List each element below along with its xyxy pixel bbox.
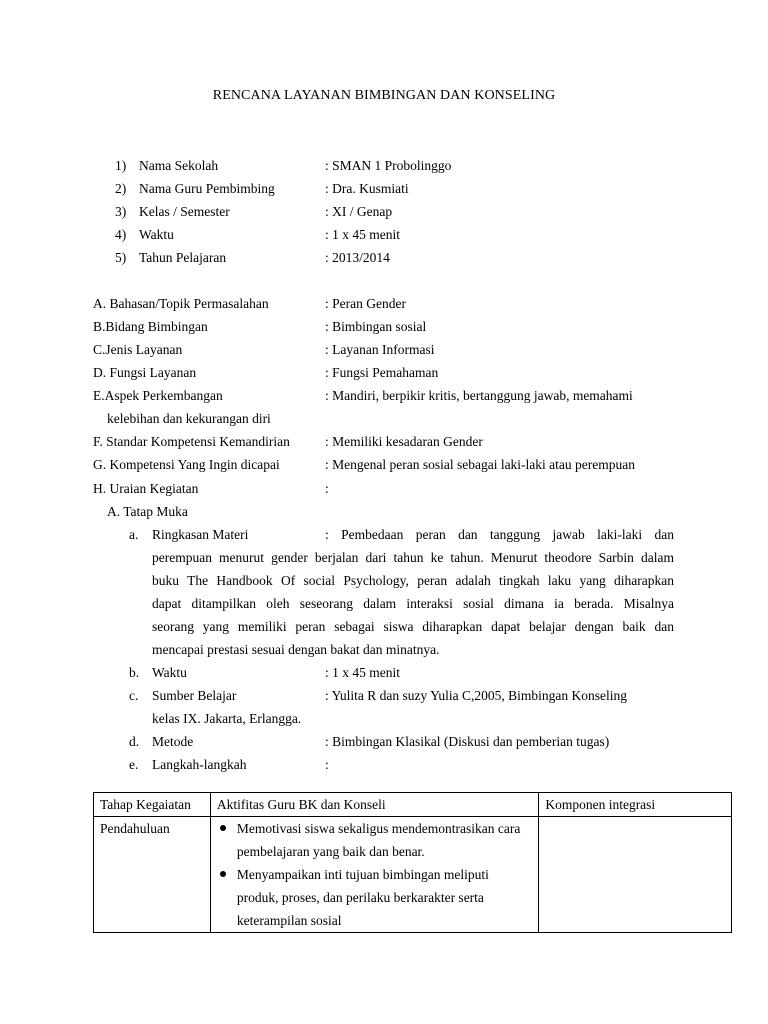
item-number: 3) [115, 204, 127, 219]
section-value: : Memiliki kesadaran Gender [325, 434, 483, 449]
activity-list [217, 817, 532, 932]
section-value: : Layanan Informasi [325, 342, 435, 357]
item-value: : [325, 757, 329, 772]
section-label: H. Uraian Kegiatan [93, 481, 199, 496]
table-cell-integration [539, 817, 732, 933]
section-label: G. Kompetensi Yang Ingin dicapai [93, 457, 280, 472]
item-number: 4) [115, 227, 127, 242]
item-letter: a. [129, 527, 139, 542]
waktu-item [0, 661, 768, 684]
item-value: : SMAN 1 Probolinggo [325, 158, 452, 173]
materi-line: seorang yang memiliki peran sebagai siswa diharapkan dapat belajar dengan baik dan [152, 619, 674, 634]
item-label: Metode [152, 734, 194, 749]
item-label: Kelas / Semester [139, 204, 230, 219]
section-value: : [325, 481, 329, 496]
table-cell-stage: Pendahuluan [94, 817, 211, 933]
section-value: : Bimbingan sosial [325, 319, 427, 334]
item-value: : XI / Genap [325, 204, 393, 219]
materi-line: buku The Handbook Of social Psychology, peran adalah tingkah laku yang diharapkan [152, 573, 674, 588]
section-h [0, 477, 768, 500]
table-row [94, 817, 732, 933]
section-e [0, 384, 768, 407]
table-header-cell: Komponen integrasi [539, 793, 732, 817]
item-label: Nama Sekolah [139, 158, 219, 173]
section-value: : Mengenal peran sosial sebagai laki-laki atau perempuan [325, 457, 636, 472]
document-title: RENCANA LAYANAN BIMBINGAN DAN KONSELING [212, 88, 556, 103]
list-item-text: Memotivasi siswa sekaligus mendemontrasikan cara pembelajaran yang baik dan benar. [236, 821, 521, 859]
section-b [0, 315, 768, 338]
item-number: 5) [115, 250, 127, 265]
item-label: Ringkasan Materi [152, 527, 249, 542]
item-number: 1) [115, 158, 127, 173]
item-number: 2) [115, 181, 127, 196]
materi-line: dapat ditampilkan oleh seseorang dalam interaksi sosial dimana ia berada. Misalnya [152, 596, 674, 611]
identity-item-class [0, 200, 768, 223]
item-letter: e. [129, 757, 139, 772]
section-label: F. Standar Kompetensi Kemandirian [93, 434, 290, 449]
bullet-icon [220, 871, 226, 877]
item-label: Sumber Belajar [152, 688, 237, 703]
materi-item [0, 523, 768, 546]
section-value: : Peran Gender [325, 296, 406, 311]
item-value: : Dra. Kusmiati [325, 181, 409, 196]
item-value-first-line: : Pembedaan peran dan tanggung jawab laki-laki dan [325, 527, 674, 542]
section-label: C.Jenis Layanan [93, 342, 183, 357]
section-g [0, 453, 768, 476]
section-c [0, 338, 768, 361]
materi-line: perempuan menurut gender berjalan dari tahun ke tahun. Menurut theodore Sarbin dalam [152, 550, 674, 565]
langkah-item [0, 753, 768, 776]
section-value: : Mandiri, berpikir kritis, bertanggung jawab, memahami [325, 388, 633, 403]
list-item-text: Menyampaikan inti tujuan bimbingan meliputi produk, proses, dan perilaku berkarakter serta keterampilan sosial [236, 867, 489, 928]
item-label: Nama Guru Pembimbing [139, 181, 275, 196]
identity-item-counselor [0, 177, 768, 200]
item-label: Waktu [139, 227, 174, 242]
identity-item-school [0, 154, 768, 177]
section-e-continuation: kelebihan dan kekurangan diri [107, 411, 271, 426]
section-d [0, 361, 768, 384]
item-letter: b. [129, 665, 140, 680]
tatap-muka-heading: A. Tatap Muka [107, 504, 188, 519]
section-a [0, 292, 768, 315]
identity-item-year [0, 246, 768, 269]
identity-item-time [0, 223, 768, 246]
section-value: : Fungsi Pemahaman [325, 365, 439, 380]
section-label: B.Bidang Bimbingan [93, 319, 208, 334]
item-label: Tahun Pelajaran [139, 250, 227, 265]
table-header-cell: Aktifitas Guru BK dan Konseli [210, 793, 538, 817]
sumber-continuation: kelas IX. Jakarta, Erlangga. [152, 711, 302, 726]
item-letter: d. [129, 734, 140, 749]
sumber-item [0, 684, 768, 707]
section-label: D. Fungsi Layanan [93, 365, 197, 380]
item-value: : 2013/2014 [325, 250, 390, 265]
list-item [217, 817, 532, 863]
item-value: : 1 x 45 menit [325, 665, 400, 680]
table-cell-activities [210, 817, 538, 933]
table-header-row [94, 793, 732, 817]
metode-item [0, 730, 768, 753]
section-f [0, 430, 768, 453]
item-value: : 1 x 45 menit [325, 227, 400, 242]
activity-table [93, 792, 732, 933]
item-label: Langkah-langkah [152, 757, 247, 772]
bullet-icon [220, 825, 226, 831]
section-label: E.Aspek Perkembangan [93, 388, 223, 403]
item-label: Waktu [152, 665, 187, 680]
item-value: : Bimbingan Klasikal (Diskusi dan pemberian tugas) [325, 734, 610, 749]
table-header-cell: Tahap Kegaiatan [94, 793, 211, 817]
item-value: : Yulita R dan suzy Yulia C,2005, Bimbingan Konseling [325, 688, 627, 703]
item-letter: c. [129, 688, 139, 703]
list-item [217, 863, 532, 932]
section-label: A. Bahasan/Topik Permasalahan [93, 296, 269, 311]
materi-line-last: mencapai prestasi sesuai dengan bakat dan minatnya. [152, 642, 440, 657]
